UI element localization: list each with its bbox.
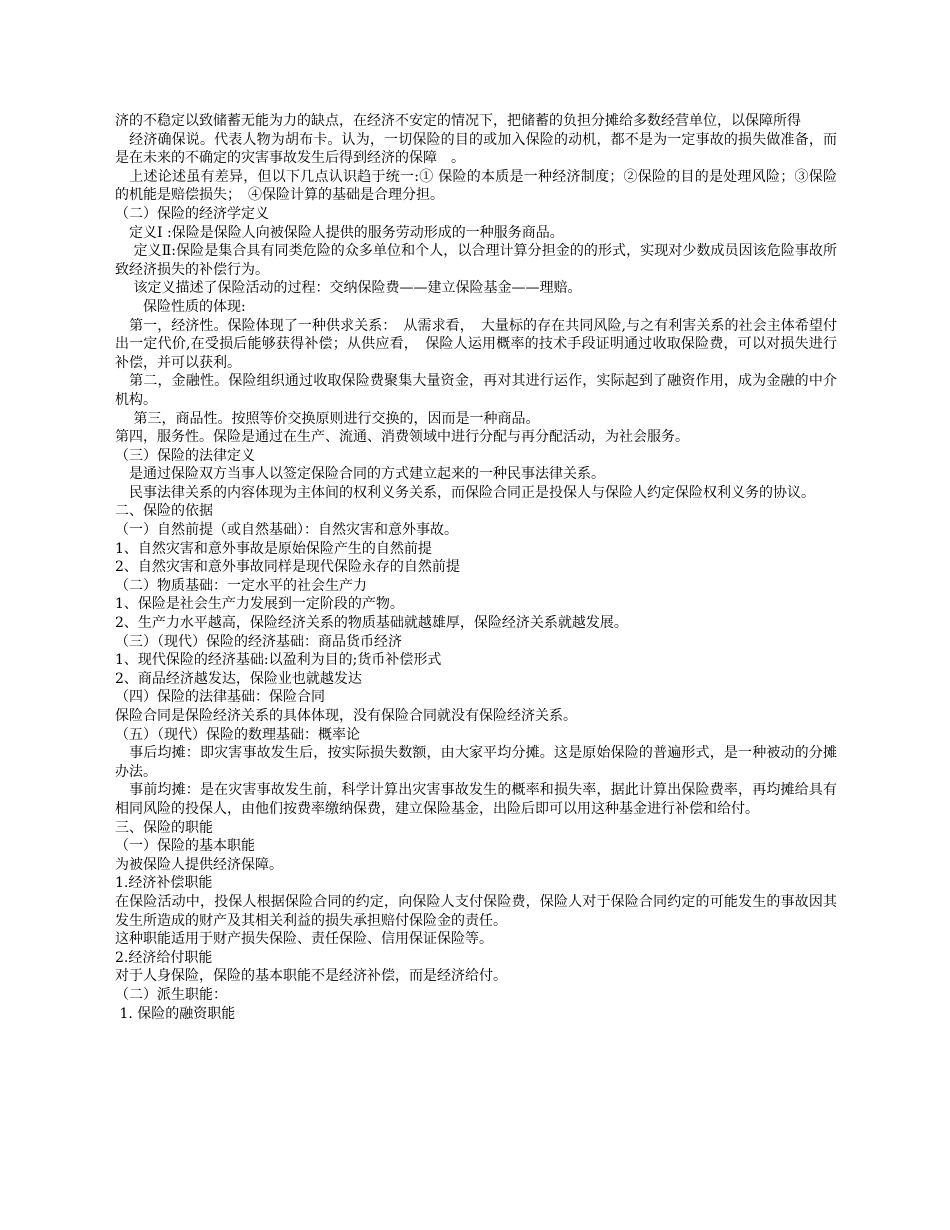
paragraph: 该定义描述了保险活动的过程：交纳保险费——建立保险基金——理赔。 <box>115 280 582 297</box>
paragraph: 第二，金融性。保险组织通过收取保险费聚集大量资金，再对其进行运作，实际起到了融资作用，成为金融的中介机构。 <box>115 373 837 408</box>
section-heading: （一）自然前提（或自然基础）：自然灾害和意外事故。 <box>115 522 458 539</box>
paragraph: 事前均摊：是在灾害事故发生前，科学计算出灾害事故发生的概率和损失率，据此计算出保险费率，再均摊给具有相同风险的投保人，由他们按费率缴纳保费，建立保险基金，出险后即可以用这种基金进行补偿和给付。 <box>115 782 837 817</box>
section-heading: 1.经济补偿职能 <box>115 875 213 892</box>
list-item: 1. 保险的融资职能 <box>115 1005 236 1022</box>
paragraph: 这种职能适用于财产损失保险、责任保险、信用保证保险等。 <box>115 931 493 948</box>
paragraph: 为被保险人提供经济保障。 <box>115 856 283 873</box>
paragraph: 对于人身保险，保险的基本职能不是经济补偿，而是经济给付。 <box>115 968 507 985</box>
section-heading: 三、保险的职能 <box>115 819 213 836</box>
paragraph: 是通过保险双方当事人以签定保险合同的方式建立起来的一种民事法律关系。 <box>115 466 605 483</box>
paragraph: 事后均摊：即灾害事故发生后，按实际损失数额，由大家平均分摊。这是原始保险的普遍形式，是一种被动的分摊办法。 <box>115 745 837 780</box>
paragraph: 经济确保说。代表人物为胡布卡。认为，一切保险的目的或加入保险的动机，都不是为一定事故的损失做准备，而是在未来的不确定的灾害事故发生后得到经济的保障 。 <box>115 131 837 167</box>
list-item: 2、商品经济越发达，保险业也就越发达 <box>115 670 362 687</box>
list-item: 2、自然灾害和意外事故同样是现代保险永存的自然前提 <box>115 559 460 576</box>
paragraph: 第一，经济性。保险体现了一种供求关系： 从需求看， 大量标的存在共同风险,与之有利害关系的社会主体希望付出一定代价,在受损后能够获得补偿；从供应看， 保险人运用概率的技术手段证明通过收取保险费，可以对损失进行补偿，并可以获利。 <box>115 317 837 371</box>
section-heading: （一）保险的基本职能 <box>115 838 255 855</box>
paragraph: 第四，服务性。保险是通过在生产、流通、消费领域中进行分配与再分配活动，为社会服务。 <box>115 429 689 446</box>
paragraph: 定义Ⅰ :保险是保险人向被保险人提供的服务劳动形成的一种服务商品。 <box>115 224 564 241</box>
paragraph: 第三，商品性。按照等价交换原则进行交换的，因而是一种商品。 <box>115 410 540 427</box>
paragraph: 保险性质的体现: <box>115 298 246 315</box>
section-heading: （二）保险的经济学定义 <box>115 205 269 222</box>
paragraph: 民事法律关系的内容体现为主体间的权利义务关系，而保险合同正是投保人与保险人约定保险权利义务的协议。 <box>115 484 815 501</box>
list-item: 1、现代保险的经济基础:以盈利为目的;货币补偿形式 <box>115 652 442 669</box>
section-heading: （三）保险的法律定义 <box>115 447 255 464</box>
section-heading: 二、保险的依据 <box>115 503 213 520</box>
paragraph: 在保险活动中，投保人根据保险合同的约定，向保险人支付保险费，保险人对于保险合同约定的可能发生的事故因其发生所造成的财产及其相关利益的损失承担赔付保险金的责任。 <box>115 893 837 929</box>
list-item: 1、自然灾害和意外事故是原始保险产生的自然前提 <box>115 540 432 557</box>
section-heading: （三）（现代）保险的经济基础：商品货币经济 <box>115 633 402 650</box>
paragraph: 保险合同是保险经济关系的具体体现，没有保险合同就没有保险经济关系。 <box>115 708 577 724</box>
paragraph: 定义Ⅱ:保险是集合具有同类危险的众多单位和个人，以合理计算分担金的的形式，实现对少数成员因该危险事故所致经济损失的补偿行为。 <box>115 243 837 278</box>
paragraph: 济的不稳定以致储蓄无能为力的缺点，在经济不安定的情况下，把储蓄的负担分摊给多数经营单位，以保障所得 <box>115 113 801 129</box>
paragraph: 上述论述虽有差异，但以下几点认识趋于统一:① 保险的本质是一种经济制度；②保险的目的是处理风险；③保险的机能是赔偿损失； ④保险计算的基础是合理分担。 <box>115 168 837 204</box>
section-heading: （二）物质基础：一定水平的社会生产力 <box>115 577 367 594</box>
section-heading: （二）派生职能： <box>115 986 227 1003</box>
list-item: 2、生产力水平越高，保险经济关系的物质基础就越雄厚，保险经济关系就越发展。 <box>115 615 628 632</box>
section-heading: （四）保险的法律基础：保险合同 <box>115 689 325 706</box>
list-item: 1、保险是社会生产力发展到一定阶段的产物。 <box>115 596 404 613</box>
document-body <box>115 112 837 1023</box>
section-heading: （五）（现代）保险的数理基础：概率论 <box>115 726 360 743</box>
section-heading: 2.经济给付职能 <box>115 949 213 966</box>
